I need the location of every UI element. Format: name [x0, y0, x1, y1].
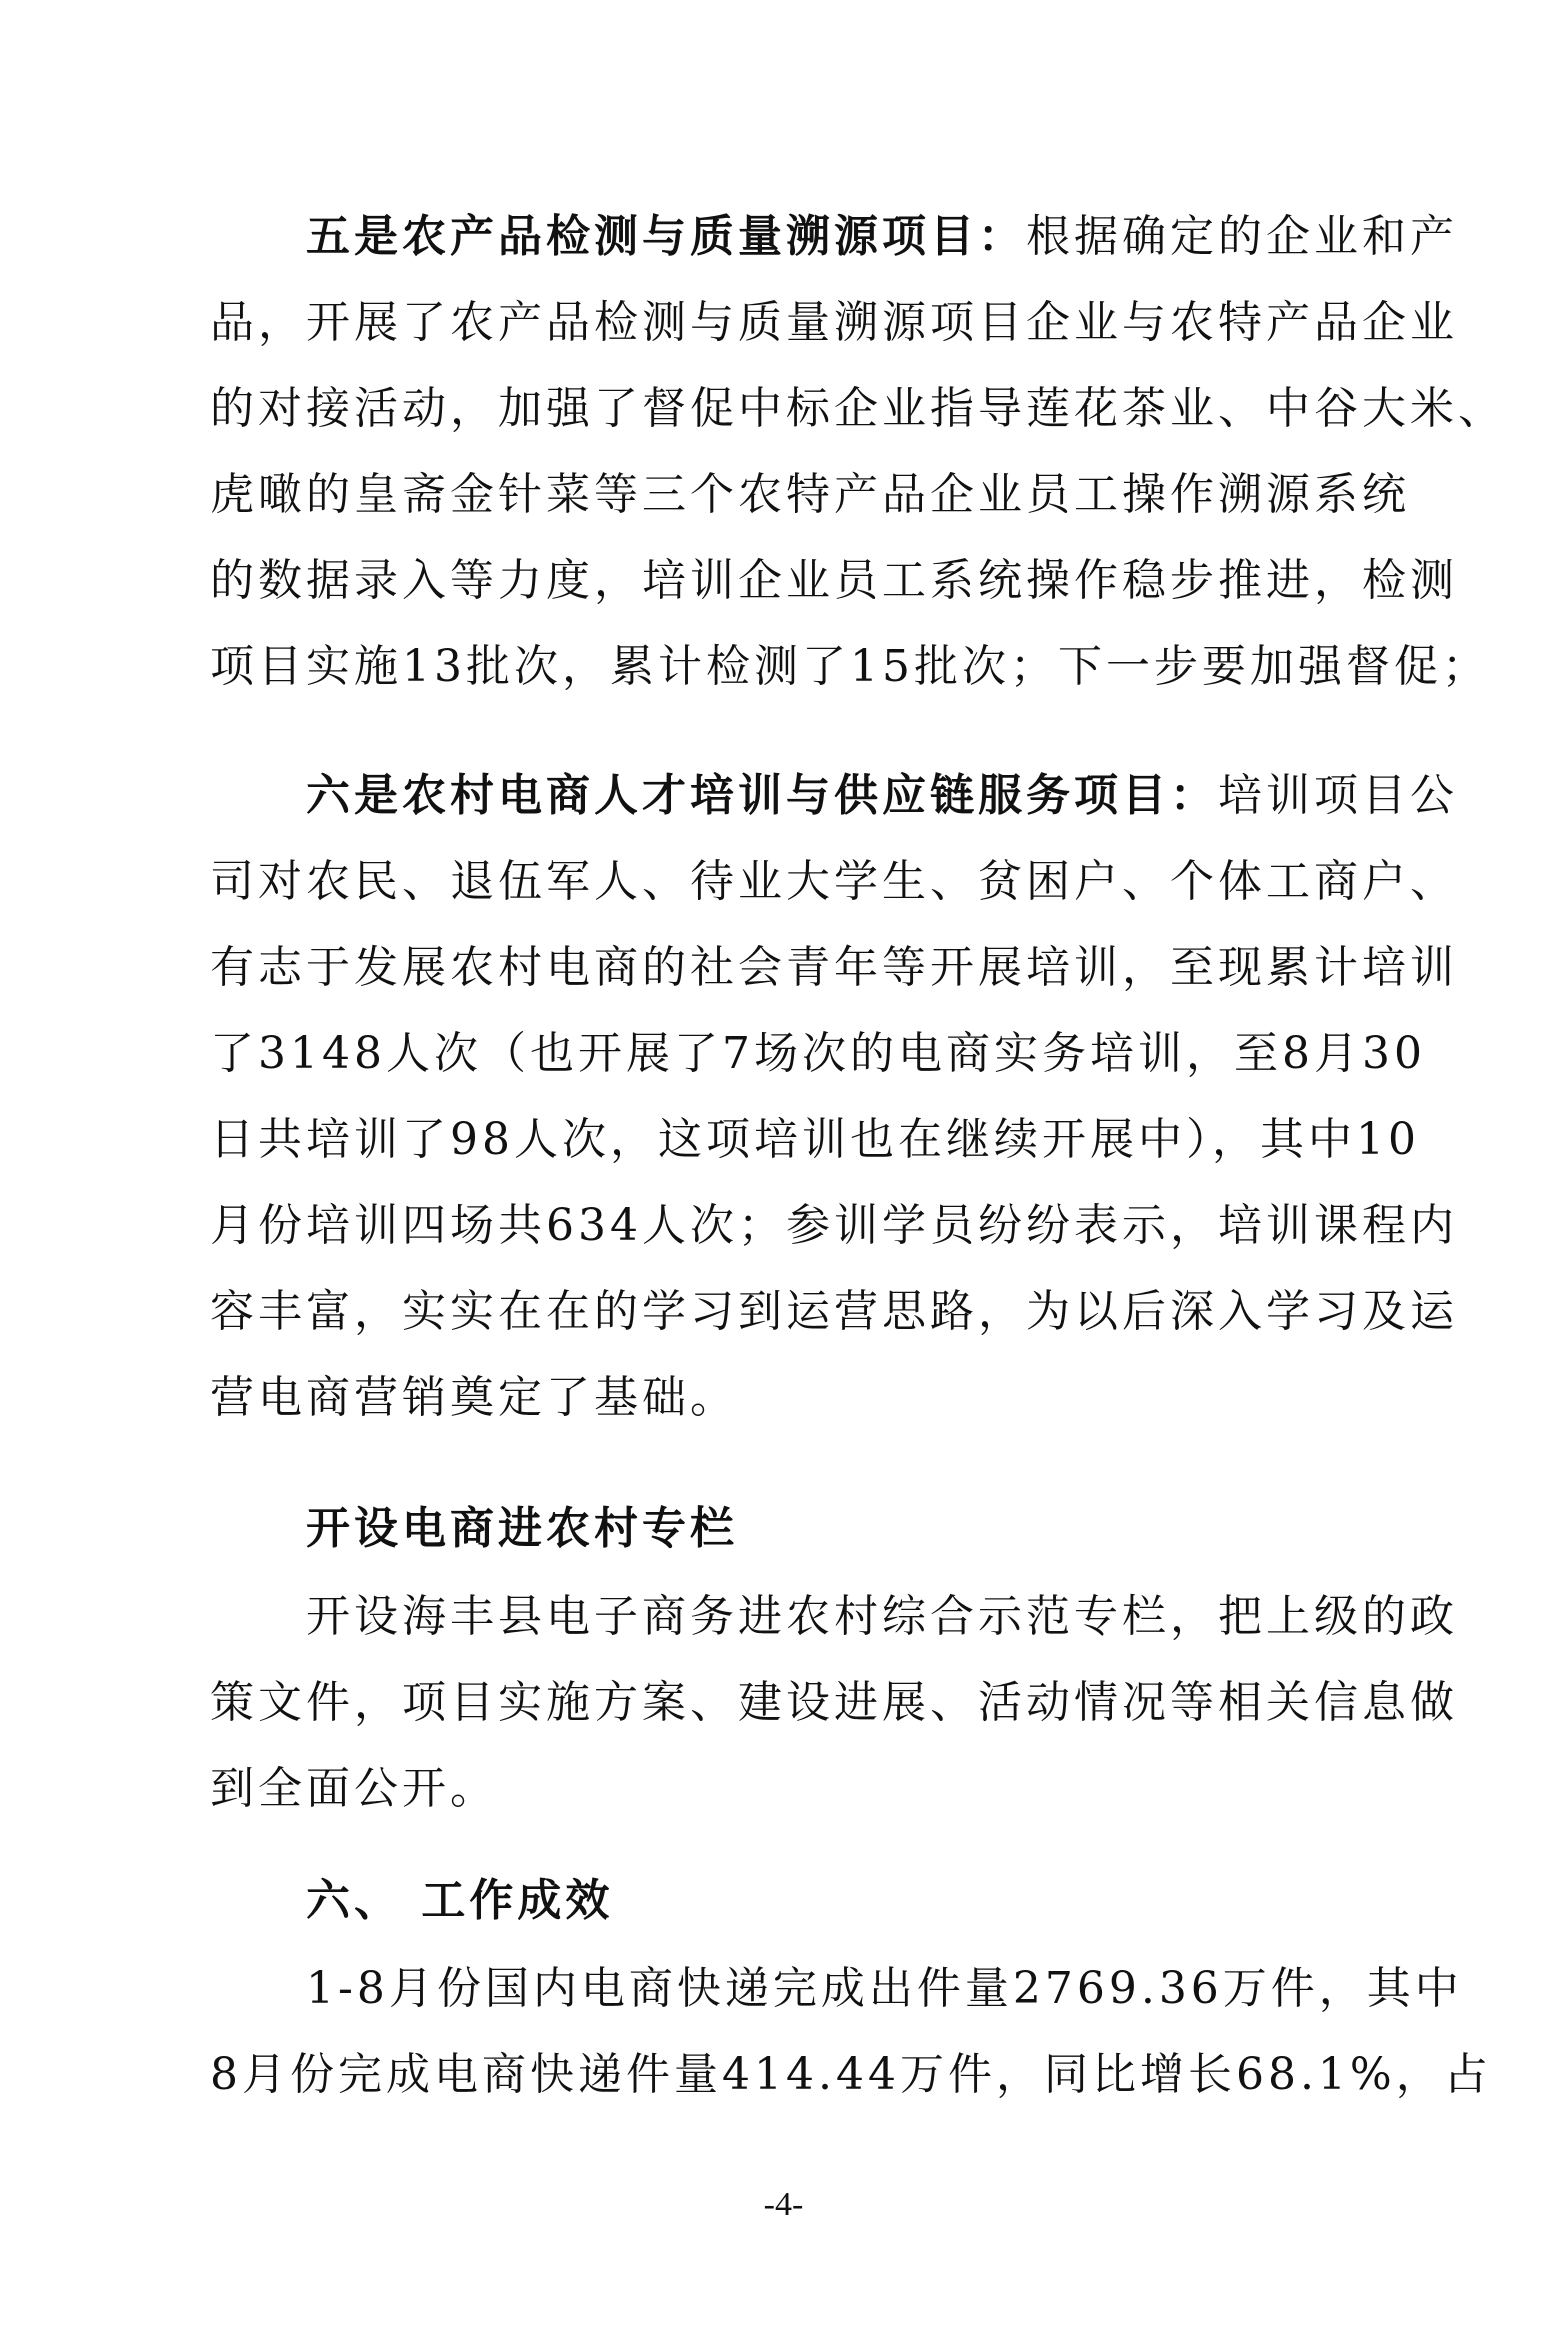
section-5-line: 根据确定的企业和产 [1026, 211, 1458, 262]
section-5-line: 品，开展了农产品检测与质量溯源项目企业与农特产品企业 [210, 297, 1458, 348]
section-5-first-line [210, 194, 1458, 280]
section-6-line: 有志于发展农村电商的社会青年等开展培训，至现累计培训 [210, 942, 1458, 993]
section-6-line: 营电商营销奠定了基础。 [210, 1372, 738, 1423]
results-paragraph [210, 1946, 1492, 2118]
section-6-line: 司对农民、退伍军人、待业大学生、贫困户、个体工商户、 [210, 856, 1458, 907]
results-heading: 六、 工作成效 [306, 1875, 614, 1926]
section-5-line: 虎噉的皇斋金针菜等三个农特产品企业员工操作溯源系统 [210, 469, 1410, 520]
column-heading: 开设电商进农村专栏 [306, 1503, 738, 1554]
results-line: 8月份完成电商快递件量414.44万件，同比增长68.1%，占 [210, 2049, 1492, 2100]
section-6-title: 六是农村电商人才培训与供应链服务项目： [306, 770, 1218, 821]
column-line: 到全面公开。 [210, 1763, 498, 1814]
section-6-first-line [210, 753, 1458, 839]
results-line: 1-8月份国内电商快递完成出件量2769.36万件，其中 [306, 1963, 1463, 2014]
section-6-line: 容丰富，实实在在的学习到运营思路，为以后深入学习及运 [210, 1286, 1458, 1337]
section-5-paragraph [210, 194, 1506, 710]
section-6-line: 月份培训四场共634人次；参训学员纷纷表示，培训课程内 [210, 1200, 1458, 1251]
column-line: 策文件，项目实施方案、建设进展、活动情况等相关信息做 [210, 1677, 1458, 1728]
section-5-title: 五是农产品检测与质量溯源项目： [306, 211, 1026, 262]
section-6-line: 日共培训了98人次，这项培训也在继续开展中），其中10 [210, 1114, 1420, 1165]
column-paragraph [210, 1574, 1458, 1832]
page-number: -4- [763, 2186, 804, 2223]
section-5-line: 项目实施13批次，累计检测了15批次；下一步要加强督促； [210, 641, 1490, 692]
section-5-line: 的数据录入等力度，培训企业员工系统操作稳步推进，检测 [210, 555, 1458, 606]
section-6-line: 培训项目公 [1218, 770, 1458, 821]
section-6-paragraph [210, 753, 1458, 1441]
column-line: 开设海丰县电子商务进农村综合示范专栏，把上级的政 [306, 1591, 1458, 1642]
section-5-line: 的对接活动，加强了督促中标企业指导莲花茶业、中谷大米、 [210, 383, 1506, 434]
section-6-line: 了3148人次（也开展了7场次的电商实务培训，至8月30 [210, 1028, 1426, 1079]
